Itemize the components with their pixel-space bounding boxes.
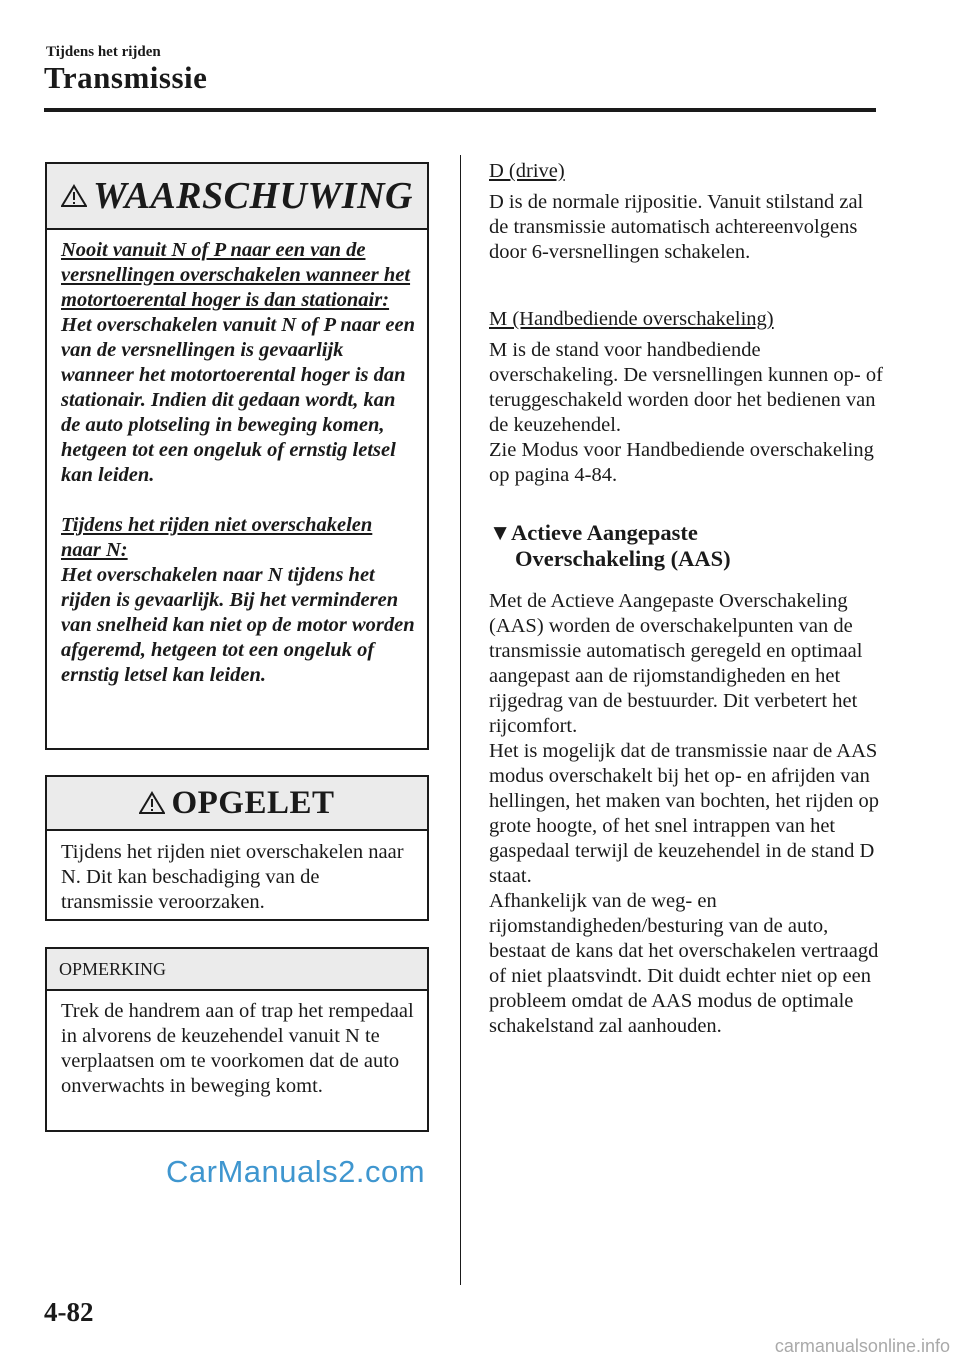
note-text: Trek de handrem aan of trap het rempedaal in alvorens de keuzehendel vanuit N te verplaatsen om te voorkomen dat de auto onverwachts in beweging komt. (61, 1000, 414, 1097)
aas-heading-line-2: Overschakeling (AAS) (515, 546, 731, 571)
note-box (45, 947, 429, 1132)
drive-heading: D (drive) (489, 160, 565, 182)
warning-heading-1: Nooit vanuit N of P naar een van de versnellingen overschakelen wanneer het motortoerental hoger is dan stationair: (61, 239, 411, 311)
aas-text-1: Met de Actieve Aangepaste Overschakeling (AAS) worden de overschakelpunten van de transmissie automatisch geregeld en optimaal aangepast aan de rijomstandigheden en het rijgedrag van de bestuurder. Dit verbetert het rijcomfort. (489, 590, 863, 737)
drive-text: D is de normale rijpositie. Vanuit stilstand zal de transmissie automatisch achtereenvolgens door 6-versnellingen schakelen. (489, 191, 864, 263)
watermark-logo: CarManuals2.com (166, 1154, 426, 1189)
page-title: Transmissie (44, 60, 208, 95)
column-divider (460, 155, 461, 1285)
aas-text-3: Afhankelijk van de weg- en rijomstandigheden/besturing van de auto, bestaat de kans dat het overschakelen vertraagd of niet plaatsvindt. Dit duidt echter niet op een probleem omdat de AAS modus de optimale schakelstand zal aanhouden. (489, 890, 879, 1037)
warning-heading-2: Tijdens het rijden niet overschakelen naar N: (61, 514, 373, 561)
manual-section (489, 307, 884, 488)
warning-body (47, 230, 427, 698)
warning-text-1: Het overschakelen vanuit N of P naar een van de versnellingen is gevaarlijk wanneer het motortoerental hoger is dan stationair. Indien dit gedaan wordt, kan de auto plotseling in beweging komen, hetgeen tot een ongeluk of ernstig letsel kan leiden. (61, 314, 415, 486)
caution-header (47, 777, 427, 831)
warning-title: WAARSCHUWING (93, 175, 413, 217)
header-divider (44, 108, 876, 112)
manual-text-1: M is de stand voor handbediende overschakeling. De versnellingen kunnen op- of teruggeschakeld worden door het bedienen van de keuzehendel. (489, 339, 883, 436)
caution-title: OPGELET (171, 784, 335, 821)
warning-box (45, 162, 429, 750)
caution-box (45, 775, 429, 921)
triangle-down-icon: ▼ (489, 520, 512, 545)
aas-section (489, 589, 884, 1039)
footer-watermark: carmanualsonline.info (774, 1336, 950, 1356)
section-label: Tijdens het rijden (46, 44, 161, 60)
note-title: OPMERKING (59, 958, 167, 979)
manual-text-2: Zie Modus voor Handbediende overschakeling op pagina 4-84. (489, 439, 874, 486)
note-header (47, 949, 427, 991)
aas-heading-line-1: Actieve Aangepaste (511, 520, 698, 545)
warning-header (47, 164, 427, 230)
warning-triangle-icon (61, 184, 87, 208)
aas-heading (489, 520, 731, 572)
aas-text-2: Het is mogelijk dat de transmissie naar de AAS modus overschakelt bij het op- en afrijden van hellingen, het maken van bochten, het rijden op grote hoogte, of het snel intrappen van het gaspedaal terwijl de keuzehendel in de stand D staat. (489, 740, 879, 887)
drive-section (489, 159, 884, 265)
warning-triangle-icon (139, 791, 165, 815)
caution-text: Tijdens het rijden niet overschakelen naar N. Dit kan beschadiging van de transmissie veroorzaken. (61, 841, 404, 913)
manual-heading: M (Handbediende overschakeling) (489, 308, 774, 330)
page-number: 4-82 (44, 1297, 94, 1327)
warning-text-2: Het overschakelen naar N tijdens het rijden is gevaarlijk. Bij het verminderen van snelheid kan niet op de motor worden afgeremd, hetgeen tot een ongeluk of ernstig letsel kan leiden. (61, 564, 415, 686)
